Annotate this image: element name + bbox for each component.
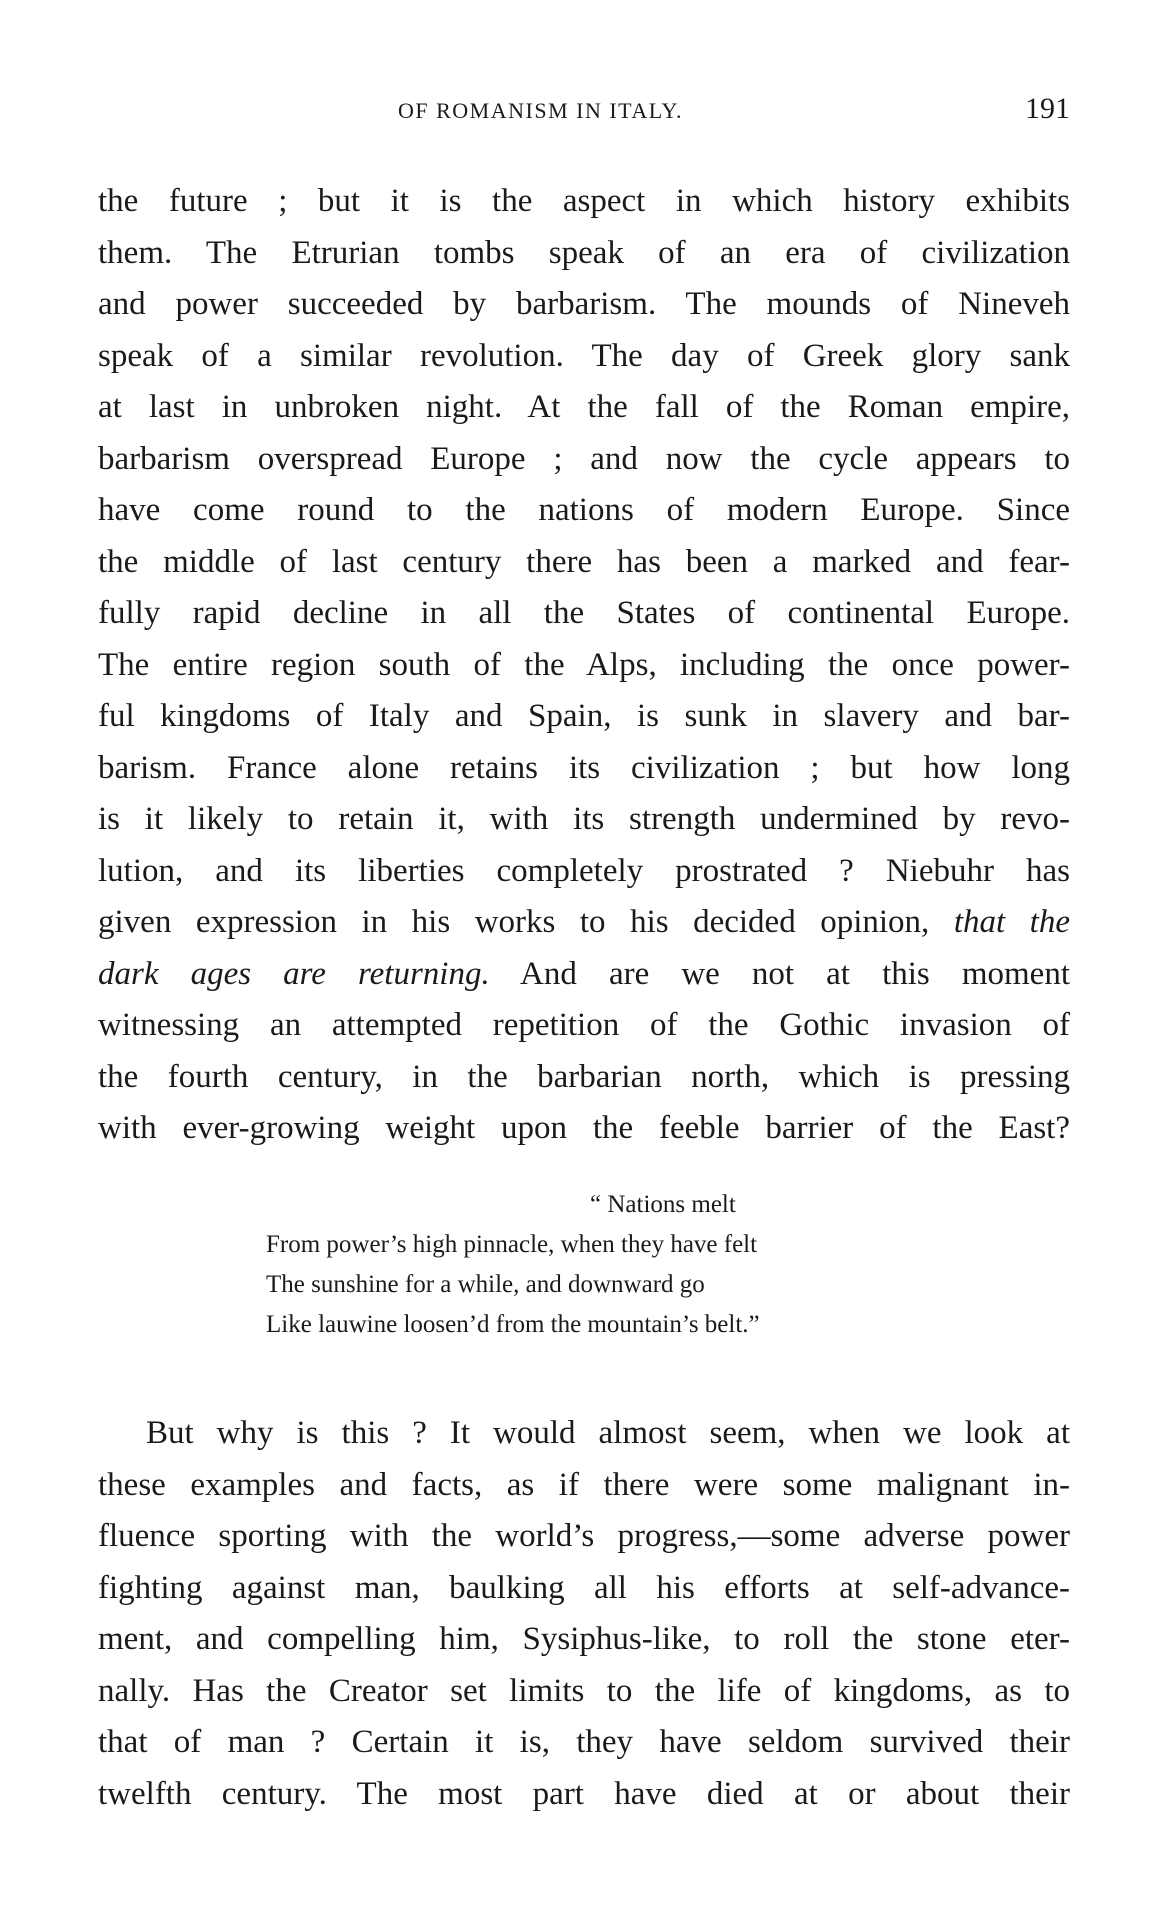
- verse-quotation: [266, 1185, 966, 1345]
- verse-line: Like lauwine loosen’d from the mountain’s belt.”: [266, 1311, 760, 1338]
- text-fragment: given expression in his works to his decided opinion,: [98, 904, 954, 940]
- text-fragment: And are we not at this moment: [489, 955, 1071, 992]
- text-line: the middle of last century there has been a marked and fear-: [98, 543, 1070, 580]
- text-line: with ever-growing weight upon the feeble barrier of the East?: [98, 1110, 1070, 1146]
- text-line: twelfth century. The most part have died at or about their: [98, 1775, 1070, 1812]
- text-line: the future ; but it is the aspect in which history exhibits: [98, 183, 1070, 219]
- text-line: these examples and facts, as if there were some malignant in-: [98, 1466, 1070, 1503]
- text-line: speak of a similar revolution. The day of Greek glory sank: [98, 337, 1070, 374]
- text-line: ment, and compelling him, Sysiphus-like, to roll the stone eter-: [98, 1621, 1070, 1657]
- text-line: at last in unbroken night. At the fall of the Roman empire,: [98, 389, 1070, 425]
- text-line: fully rapid decline in all the States of continental Europe.: [98, 595, 1070, 631]
- text-line: that of man ? Certain it is, they have seldom survived their: [98, 1724, 1070, 1760]
- text-line: lution, and its liberties completely prostrated ? Niebuhr has: [98, 852, 1070, 889]
- text-line: fluence sporting with the world’s progress,—some adverse power: [98, 1518, 1070, 1554]
- text-line: them. The Etrurian tombs speak of an era of civilization: [98, 234, 1070, 271]
- italic-quote: dark ages are returning.: [98, 955, 490, 992]
- text-line: the fourth century, in the barbarian north, which is pressing: [98, 1058, 1070, 1095]
- running-head: [98, 92, 1070, 132]
- paragraph-2: [98, 1408, 1070, 1820]
- verse-line: The sunshine for a while, and downward go: [266, 1271, 705, 1298]
- text-line: barbarism overspread Europe ; and now the cycle appears to: [98, 440, 1070, 477]
- text-line: [98, 897, 1070, 949]
- page-number: 191: [1025, 92, 1070, 125]
- text-line: [98, 949, 1070, 1001]
- italic-quote: that the: [953, 904, 1070, 940]
- text-line: But why is this ? It would almost seem, when we look at: [146, 1415, 1070, 1451]
- text-line: nally. Has the Creator set limits to the life of kingdoms, as to: [98, 1672, 1070, 1709]
- text-line: ful kingdoms of Italy and Spain, is sunk in slavery and bar-: [98, 698, 1070, 734]
- text-line: fighting against man, baulking all his efforts at self-advance-: [98, 1569, 1070, 1606]
- running-title: OF ROMANISM IN ITALY.: [398, 98, 684, 123]
- verse-line: From power’s high pinnacle, when they have felt: [266, 1231, 758, 1258]
- text-line: witnessing an attempted repetition of the Gothic invasion of: [98, 1007, 1070, 1043]
- text-line: have come round to the nations of modern Europe. Since: [98, 492, 1070, 528]
- verse-line: “ Nations melt: [590, 1191, 736, 1218]
- text-line: barism. France alone retains its civilization ; but how long: [98, 749, 1070, 786]
- text-line: is it likely to retain it, with its strength undermined by revo-: [98, 801, 1070, 837]
- text-line: The entire region south of the Alps, including the once power-: [98, 646, 1070, 683]
- text-line: and power succeeded by barbarism. The mounds of Nineveh: [98, 286, 1070, 322]
- paragraph-1: [98, 176, 1070, 1155]
